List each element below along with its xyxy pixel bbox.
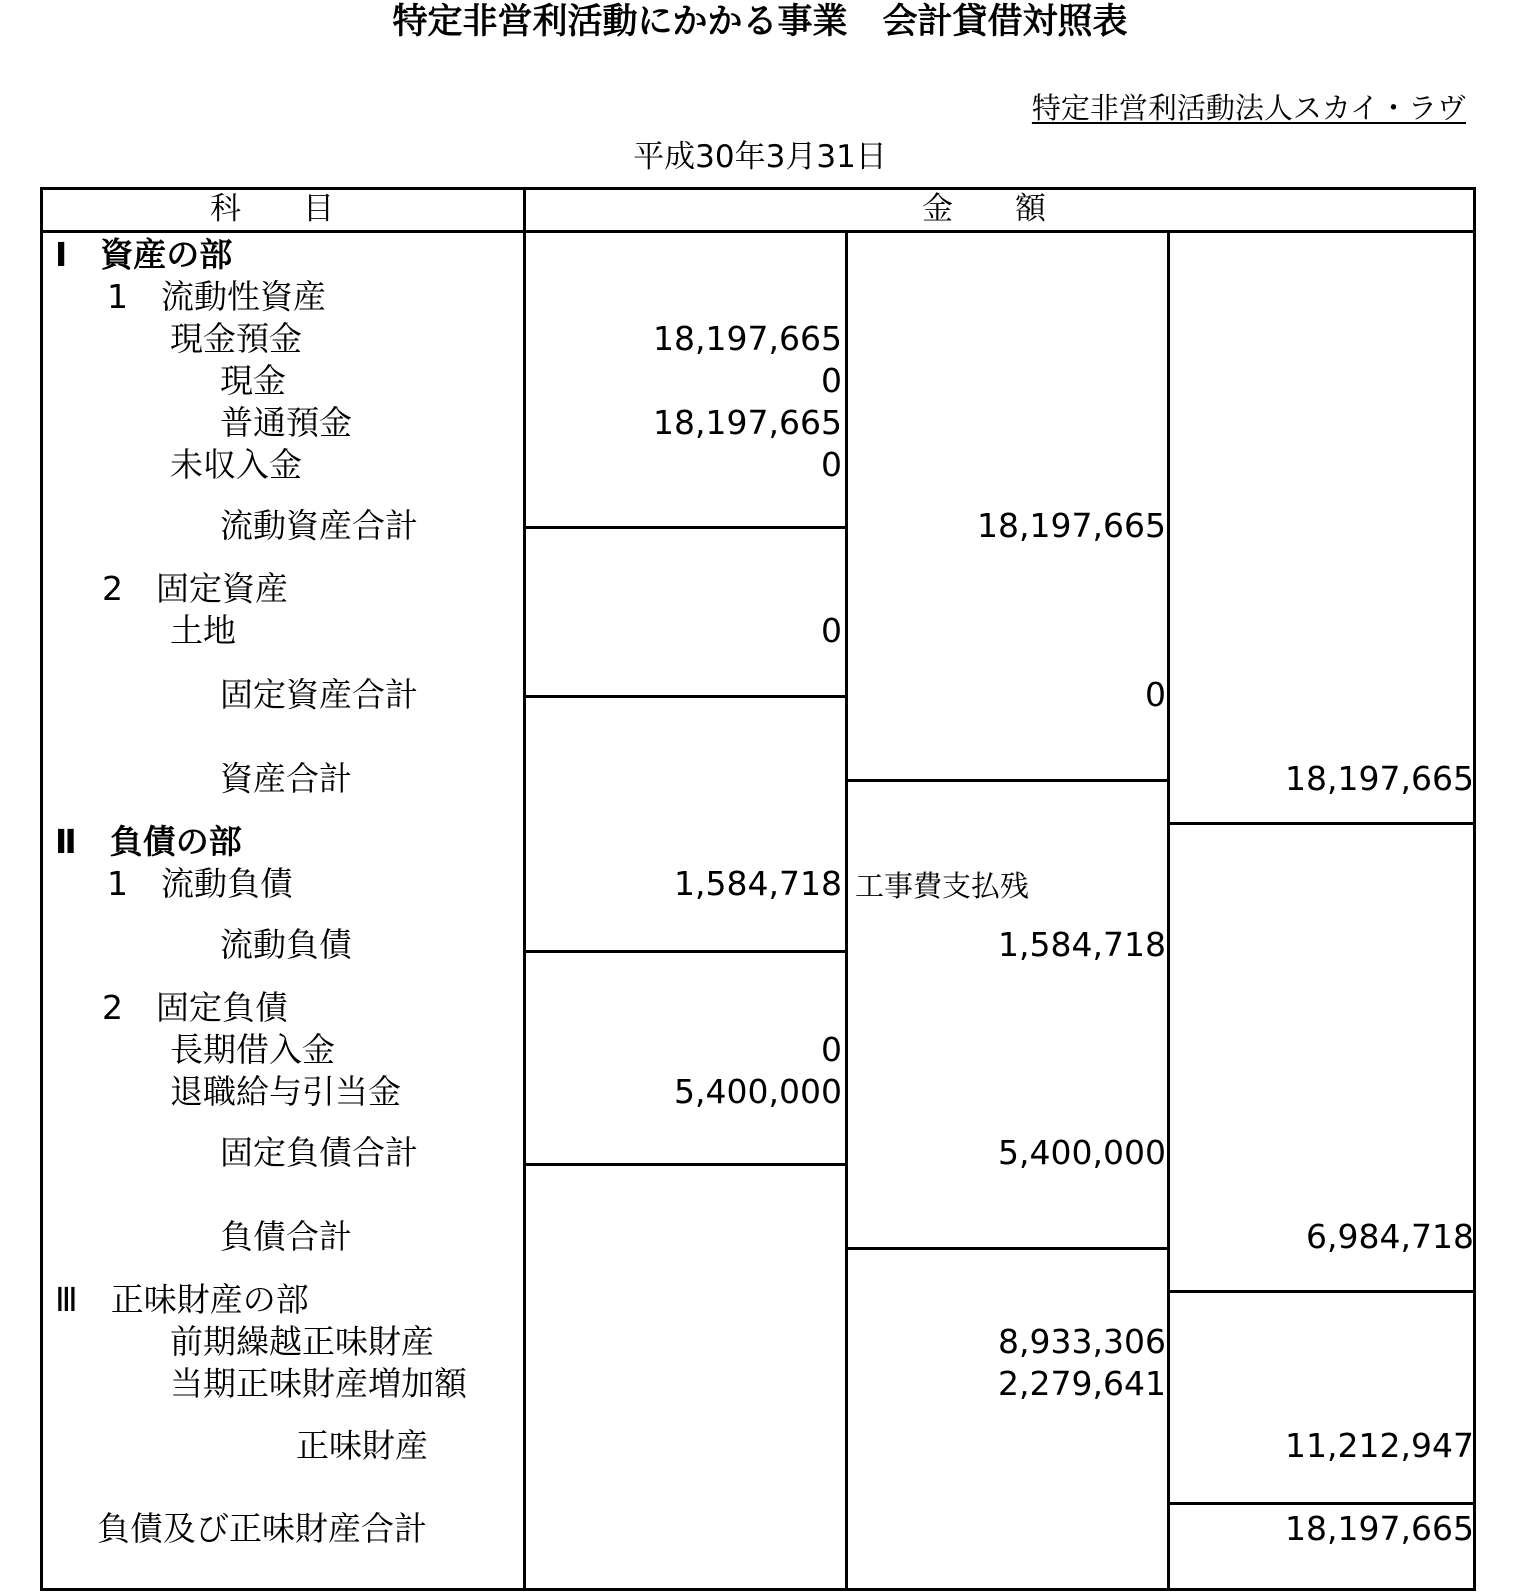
column-divider-amount-2 (1167, 230, 1170, 1591)
page-title: 特定非営利活動にかかる事業 会計貸借対照表 (392, 2, 1128, 42)
long-term-loans-value: 0 (821, 1030, 842, 1069)
header-subject: 科 目 (210, 191, 334, 227)
current-liabilities-total-label: 流動負債 (220, 925, 352, 964)
header-amount: 金 額 (922, 191, 1046, 227)
fixed-assets-label: 2 固定資産 (102, 569, 288, 608)
rule-liabilities-total (1167, 1290, 1476, 1293)
section-liabilities: Ⅱ 負債の部 (55, 822, 242, 861)
receivables-label: 未収入金 (170, 445, 302, 484)
current-assets-total-label: 流動資産合計 (220, 506, 418, 545)
land-label: 土地 (170, 611, 236, 650)
grand-total-value: 18,197,665 (1285, 1509, 1474, 1548)
ordinary-deposit-value: 18,197,665 (653, 403, 842, 442)
current-liabilities-note: 工事費支払残 (855, 869, 1030, 903)
cash-deposits-label: 現金預金 (170, 319, 302, 358)
land-value: 0 (821, 611, 842, 650)
current-increase-label: 当期正味財産増加額 (170, 1364, 467, 1403)
fixed-liabilities-total-label: 固定負債合計 (220, 1133, 418, 1172)
rule-liabilities-subtotals (845, 1247, 1170, 1250)
fixed-liabilities-label: 2 固定負債 (102, 988, 288, 1027)
assets-total-value: 18,197,665 (1285, 759, 1474, 798)
current-increase-value: 2,279,641 (998, 1364, 1166, 1403)
cash-deposits-value: 18,197,665 (653, 319, 842, 358)
current-liabilities-label: 1 流動負債 (107, 864, 293, 903)
header-divider (40, 230, 1476, 233)
liabilities-total-label: 負債合計 (220, 1217, 352, 1256)
long-term-loans-label: 長期借入金 (170, 1030, 335, 1069)
rule-assets-subtotals (845, 779, 1170, 782)
retirement-allowance-label: 退職給与引当金 (170, 1072, 401, 1111)
rule-fixed-assets (523, 695, 848, 698)
rule-current-liabilities (523, 950, 848, 953)
section-net-assets: Ⅲ 正味財産の部 (55, 1280, 309, 1319)
net-assets-total-label: 正味財産 (296, 1426, 428, 1465)
assets-total-label: 資産合計 (220, 759, 352, 798)
rule-fixed-liabilities (523, 1163, 848, 1166)
retirement-allowance-value: 5,400,000 (674, 1072, 842, 1111)
report-date: 平成30年3月31日 (633, 139, 887, 175)
rule-net-assets-total (1167, 1502, 1476, 1505)
cash-value: 0 (821, 361, 842, 400)
fixed-assets-total-value: 0 (1145, 675, 1166, 714)
current-liabilities-value: 1,584,718 (674, 864, 842, 903)
fixed-assets-total-label: 固定資産合計 (220, 675, 418, 714)
cash-label: 現金 (220, 361, 286, 400)
current-assets-total-value: 18,197,665 (977, 506, 1166, 545)
current-liabilities-total-value: 1,584,718 (998, 925, 1166, 964)
receivables-value: 0 (821, 445, 842, 484)
ordinary-deposit-label: 普通預金 (220, 403, 352, 442)
fixed-liabilities-total-value: 5,400,000 (998, 1133, 1166, 1172)
column-divider-subject (523, 187, 526, 1591)
net-assets-total-value: 11,212,947 (1285, 1426, 1474, 1465)
rule-current-assets (523, 526, 848, 529)
current-assets-label: 1 流動性資産 (107, 277, 326, 316)
grand-total-label: 負債及び正味財産合計 (97, 1509, 427, 1548)
column-divider-amount-1 (845, 230, 848, 1591)
liabilities-total-value: 6,984,718 (1306, 1217, 1474, 1256)
organization-name: 特定非営利活動法人スカイ・ラヴ (1031, 91, 1466, 125)
prior-carryover-value: 8,933,306 (998, 1322, 1166, 1361)
rule-assets-total (1167, 822, 1476, 825)
section-assets: Ⅰ 資産の部 (55, 235, 233, 274)
prior-carryover-label: 前期繰越正味財産 (170, 1322, 434, 1361)
